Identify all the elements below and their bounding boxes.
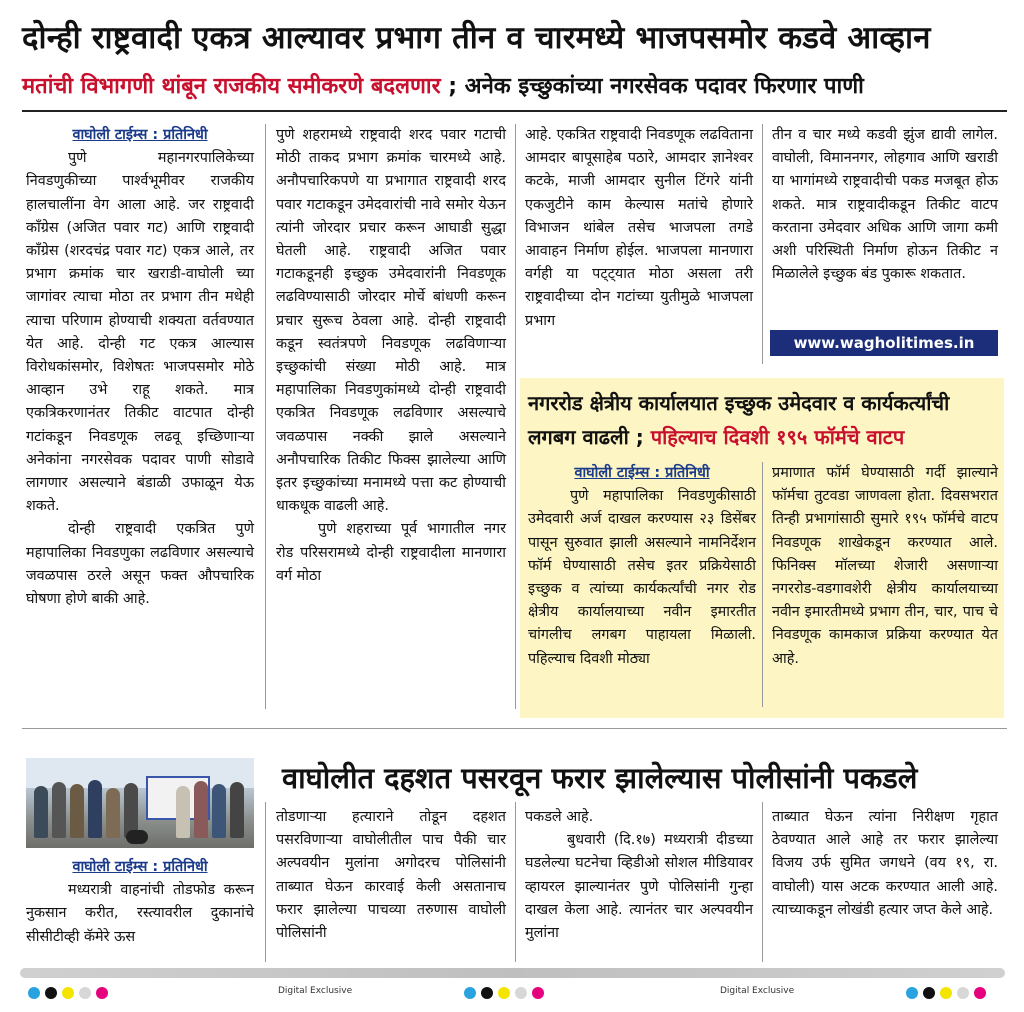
article1-col4 [772,124,998,286]
article2-col4 [772,806,998,922]
subheadline-red: मतांची विभागणी थांबून राजकीय समीकरणे बदलणार [22,74,441,99]
column-divider [265,124,266,709]
color-marks-left [28,984,113,1003]
column-divider [515,802,516,962]
color-marks-center [464,984,549,1003]
byline: वाघोली टाईम्स : प्रतिनिधी [72,127,208,143]
color-dot [923,987,935,999]
box-headline-part2: लगबग वाढली [528,425,629,449]
color-marks-right [906,984,991,1003]
column-divider [515,124,516,709]
article2-col1 [26,856,254,949]
article2-col3-p1: पकडले आहे. [525,809,594,825]
box-col2-text: प्रमाणात फॉर्म घेण्यासाठी गर्दी झाल्याने फॉर्मचा तुटवडा जाणवला होता. दिवसभरात तिन्ही प्रभागांसाठी सुमारे १९५ फॉर्मचे वाटप निवडणूक शाखेकडून करण्यात आले. फिनिक्स मॉलच्या शेजारी असणाऱ्या नगररोड-वडगावशेरी क्षेत्रीय कार्यालयाच्या नवीन इमारतीमध्ये प्रभाग तीन, चार, पाच चे निवडणूक कामकाज प्रक्रिया करण्यात येत आहे. [772,465,998,667]
box-col1 [528,462,756,671]
byline: वाघोली टाईम्स : प्रतिनिधी [574,465,710,481]
color-dot [45,987,57,999]
column-divider [762,802,763,962]
column-divider [762,124,763,364]
box-headline-line1: नगररोड क्षेत्रीय कार्यालयात इच्छुक उमेदवार व कार्यकर्त्यांची [528,391,950,415]
article1-col1-p1: पुणे महानगरपालिकेच्या निवडणुकीच्या पार्श्वभूमीवर राजकीय हालचालींना वेग आला आहे. जर राष्ट्रवादी काँग्रेस (अजित पवार गट) आणि राष्ट्रवादी काँग्रेस (शरदचंद्र पवार गट) एकत्र आले, तर प्रभाग क्रमांक चार खराडी-वाघोली च्या जागांवर त्याचा मोठा तर प्रभाग तीन मधेही त्याचा परिणाम होण्याची शक्यता वर्तवण्यात येत आहे. दोन्ही गट एकत्र आल्यास विरोधकांसमोर, विशेषतः भाजपसमोर मोठे आव्हान उभे राहू शकते. मात्र एकत्रिकरणानंतर तिकीट वाटपात दोन्ही गटांकडून निवडणूक लढवू इच्छिणाऱ्या अनेकांना नगरसेवक पदावर पाणी सोडावे लागणार असल्याने बंडाळी उफाळून येऊ शकते. [26,150,254,515]
color-dot [515,987,527,999]
color-dot [974,987,986,999]
article2-col3-p2: बुधवारी (दि.१७) मध्यरात्री दीडच्या घडलेल्या घटनेचा व्हिडीओ सोशल मीडियावर व्हायरल झाल्यानंतर पुणे पोलिसांनी गुन्हा दाखल केला आहे. त्यानंतर चार अल्पवयीन मुलांना [525,832,753,942]
main-headline: दोन्ही राष्ट्रवादी एकत्र आल्यावर प्रभाग तीन व चारमध्ये भाजपसमोर कडवे आव्हान [22,20,931,56]
color-dot [96,987,108,999]
box-headline [528,386,998,454]
color-dot [79,987,91,999]
section-rule [22,728,1007,729]
article2-col2-text: तोडणाऱ्या हत्याराने तोडून दहशत पसरविणाऱ्या वाघोलीतील पाच पैकी चार अल्पवयीन मुलांना अगोदरच पोलिसांनी ताब्यात घेऊन कारवाई केली असतानाच फरार झालेल्या पाचव्या तरुणास वाघोली पोलिसांनी [276,809,506,942]
color-dot [464,987,476,999]
color-dot [940,987,952,999]
article2-col1-text: मध्यरात्री वाहनांची तोडफोड करून नुकसान करीत, रस्त्यावरील दुकानांचे सीसीटीव्ही कॅमेरे ऊस [26,882,254,945]
color-dot [62,987,74,999]
news-photo [26,758,254,848]
article2-col2 [276,806,506,945]
article2-col4-text: ताब्यात घेऊन त्यांना निरीक्षण गृहात ठेवण्यात आले आहे तर फरार झालेल्या विजय उर्फ सुमित जगधने (वय १९, रा. वाघोली) यास अटक करण्यात आली आहे. त्याच्याकडून लोखंडी हत्यार जप्त केले आहे. [772,809,998,918]
color-dot [906,987,918,999]
article1-col3 [525,124,753,333]
color-dot [957,987,969,999]
article1-col1-p2: दोन्ही राष्ट्रवादी एकत्रित पुणे महापालिका निवडणुका लढविणार असल्याचे जवळपास ठरले असून फक्त औपचारिक घोषणा होणे बाकी आहे. [26,521,254,608]
byline: वाघोली टाईम्स : प्रतिनिधी [72,859,208,875]
article2-headline: वाघोलीत दहशत पसरवून फरार झालेल्यास पोलीसांनी पकडले [282,761,918,795]
box-headline-sep: ; [628,425,651,449]
footer-label-right: Digital Exclusive [720,986,795,996]
article1-col2-p1: पुणे शहरामध्ये राष्ट्रवादी शरद पवार गटाची मोठी ताकद प्रभाग क्रमांक चारमध्ये आहे. अनौपचारिकपणे या प्रभागात राष्ट्रवादी शरद पवार गटाकडून उमेदवारांची नावे समोर येऊन त्यांनी जोरदार प्रचार करून आघाडी सुद्धा घेतली आहे. राष्ट्रवादी अजित पवार गटाकडूनही इच्छुक उमेदवारांनी निवडणूक लढविण्यासाठी जोरदार मोर्चे बांधणी करून प्रचार सुरूच ठेवला आहे. दोन्ही राष्ट्रवादी कडून स्वतंत्रपणे निवडणूक लढविणाऱ्या इच्छुकांची संख्या मोठी आहे. मात्र महापालिका निवडणुकांमध्ये दोन्ही राष्ट्रवादी एकत्रित निवडणूक लढविणार असल्याचे जवळपास नक्की झाले असल्याने अनौपचारिक तिकीट फिक्स झालेल्या आणि इतर इच्छुकांच्या मनामध्ये पत्ता कट होण्याची धाकधूक वाढली आहे. [276,127,506,515]
article1-col1 [26,124,254,611]
color-dot [481,987,493,999]
subheadline [22,72,1007,102]
subheadline-rest: ; अनेक इच्छुकांच्या नगरसेवक पदावर फिरणार पाणी [440,74,864,99]
column-divider [762,462,763,707]
box-col2 [772,462,998,671]
article1-col2 [276,124,506,588]
article1-col4-p1: तीन व चार मध्ये कडवी झुंज द्यावी लागेल. वाघोली, विमाननगर, लोहगाव आणि खराडी या भागांमध्ये राष्ट्रवादीची पकड मजबूत होऊ शकते. मात्र राष्ट्रवादीकडून तिकीट वाटप करताना उमेदवार अधिक आणि जागा कमी अशी परिस्थिती निर्माण होऊन तिकीट न मिळालेले इच्छुक बंड पुकारू शकतात. [772,127,998,283]
article1-col3-p1: आहे. एकत्रित राष्ट्रवादी निवडणूक लढविताना आमदार बापूसाहेब पठारे, आमदार ज्ञानेश्वर कटके, माजी आमदार सुनील टिंगरे यांनी एकजुटीने काम केल्यास मतांचे होणारे विभाजन थांबेल तसेच भाजपला तगडे आवाहन निर्माण होईल. भाजपला मानणारा वर्गही या पट्ट्यात मोठा असला तरी राष्ट्रवादीच्या दोन गटांच्या युतीमुळे भाजपला प्रभाग [525,127,753,329]
footer-label-left: Digital Exclusive [278,986,353,996]
article2-col3 [525,806,753,945]
headline-rule [22,110,1007,112]
color-dot [498,987,510,999]
box-col1-text: पुणे महापालिका निवडणुकीसाठी उमेदवारी अर्ज दाखल करण्यास २३ डिसेंबर पासून सुरुवात झाली असल्याने नामनिर्देशन फॉर्म घेण्यासाठी तसेच इतर प्रक्रियेसाठी इच्छुक व त्यांच्या कार्यकर्त्यांची नगर रोड क्षेत्रीय कार्यालयाच्या नवीन इमारतीत चांगलीच लगबग पाहायला मिळाली. पहिल्याच दिवशी मोठ्या [528,488,756,667]
color-dot [28,987,40,999]
box-headline-red: पहिल्याच दिवशी १९५ फॉर्मचे वाटप [650,425,905,449]
article1-col2-p2: पुणे शहराच्या पूर्व भागातील नगर रोड परिसरामध्ये दोन्ही राष्ट्रवादीला मानणारा वर्ग मोठा [276,521,506,584]
bottom-bar [20,968,1005,978]
website-url[interactable]: www.wagholitimes.in [770,330,998,356]
color-dot [532,987,544,999]
column-divider [265,802,266,962]
